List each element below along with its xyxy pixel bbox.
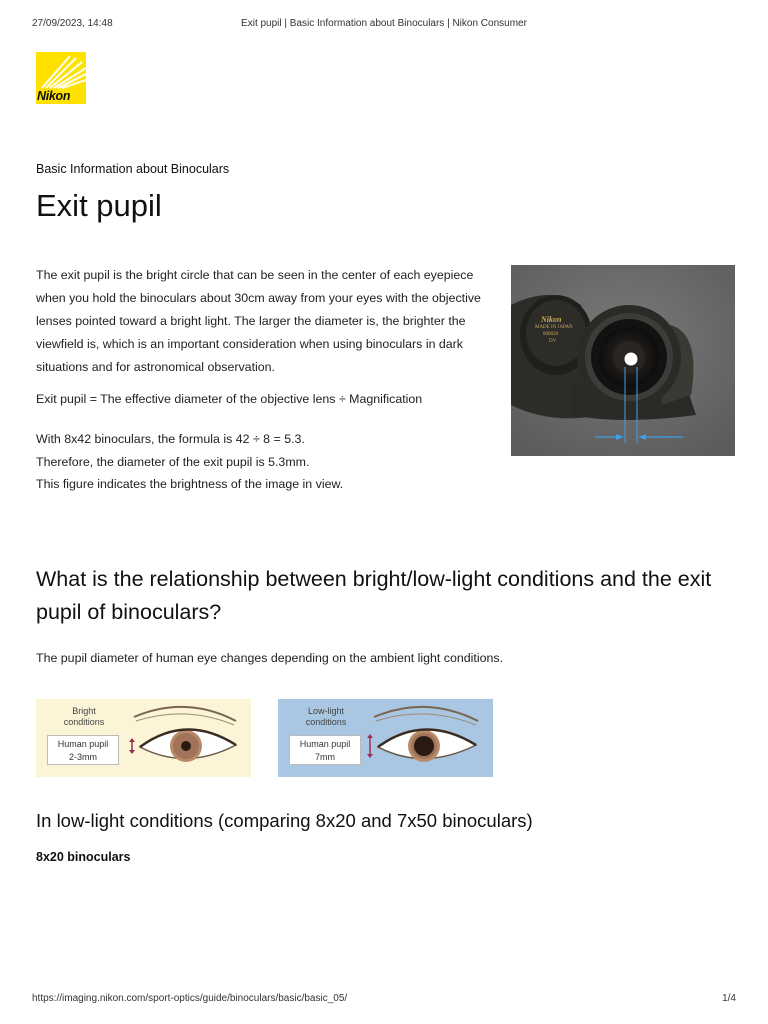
nikon-logo[interactable] bbox=[36, 52, 86, 104]
example-text bbox=[36, 428, 343, 496]
photo-brand-label: Nikon bbox=[541, 315, 562, 324]
print-url[interactable]: https://imaging.nikon.com/sport-optics/guide/binoculars/basic/basic_05/ bbox=[32, 993, 348, 1004]
example-line: Therefore, the diameter of the exit pupil is 5.3mm. bbox=[36, 454, 310, 469]
print-page-title: Exit pupil | Basic Information about Binoculars | Nikon Consumer bbox=[241, 18, 527, 29]
page-title: Exit pupil bbox=[36, 188, 162, 223]
bright-pupil-box: Human pupil 2-3mm bbox=[47, 735, 119, 765]
low-light-condition-label: Low-light conditions bbox=[305, 706, 347, 727]
bright-condition-label: Bright conditions bbox=[63, 706, 105, 727]
print-header bbox=[0, 18, 768, 32]
pupil-paragraph: The pupil diameter of human eye changes depending on the ambient light conditions. bbox=[36, 651, 504, 665]
low-light-pupil-box: Human pupil 7mm bbox=[289, 735, 361, 765]
binocular-eyepiece-illustration bbox=[511, 265, 735, 456]
low-light-conditions-illustration bbox=[278, 699, 493, 777]
subheading: In low-light conditions (comparing 8x20 and 7x50 binoculars) bbox=[36, 810, 533, 831]
photo-made-in-label: MADE IN JAPAN bbox=[535, 325, 573, 330]
logo-text: Nikon bbox=[37, 89, 71, 103]
subsubheading: 8x20 binoculars bbox=[36, 850, 131, 864]
example-line: With 8x42 binoculars, the formula is 42 ÷ 8 = 5.3. bbox=[36, 432, 305, 446]
print-page-number: 1/4 bbox=[722, 993, 736, 1004]
formula-text: Exit pupil = The effective diameter of the objective lens ÷ Magnification bbox=[36, 392, 423, 406]
print-datetime: 27/09/2023, 14:48 bbox=[32, 18, 113, 29]
bright-conditions-illustration bbox=[36, 699, 251, 777]
photo-serial-label: 000820 bbox=[543, 332, 558, 337]
intro-paragraph: The exit pupil is the bright circle that can be seen in the center of each eyepiece when you hold the binoculars about 30cm away from your eyes with the objective lenses pointed toward a bright light. The larger the diameter is, the brighter the viewfield is, which is an important consideration when using binoculars in dark situations and for astronomical observation. bbox=[36, 268, 481, 374]
breadcrumb-category[interactable]: Basic Information about Binoculars bbox=[36, 162, 230, 176]
binocular-exit-pupil-photo bbox=[511, 265, 735, 456]
section-heading: What is the relationship between bright/low-light conditions and the exit pupil of binoculars? bbox=[36, 567, 712, 624]
photo-model-label: DV bbox=[549, 339, 557, 344]
example-line: This figure indicates the brightness of the image in view. bbox=[36, 477, 344, 491]
